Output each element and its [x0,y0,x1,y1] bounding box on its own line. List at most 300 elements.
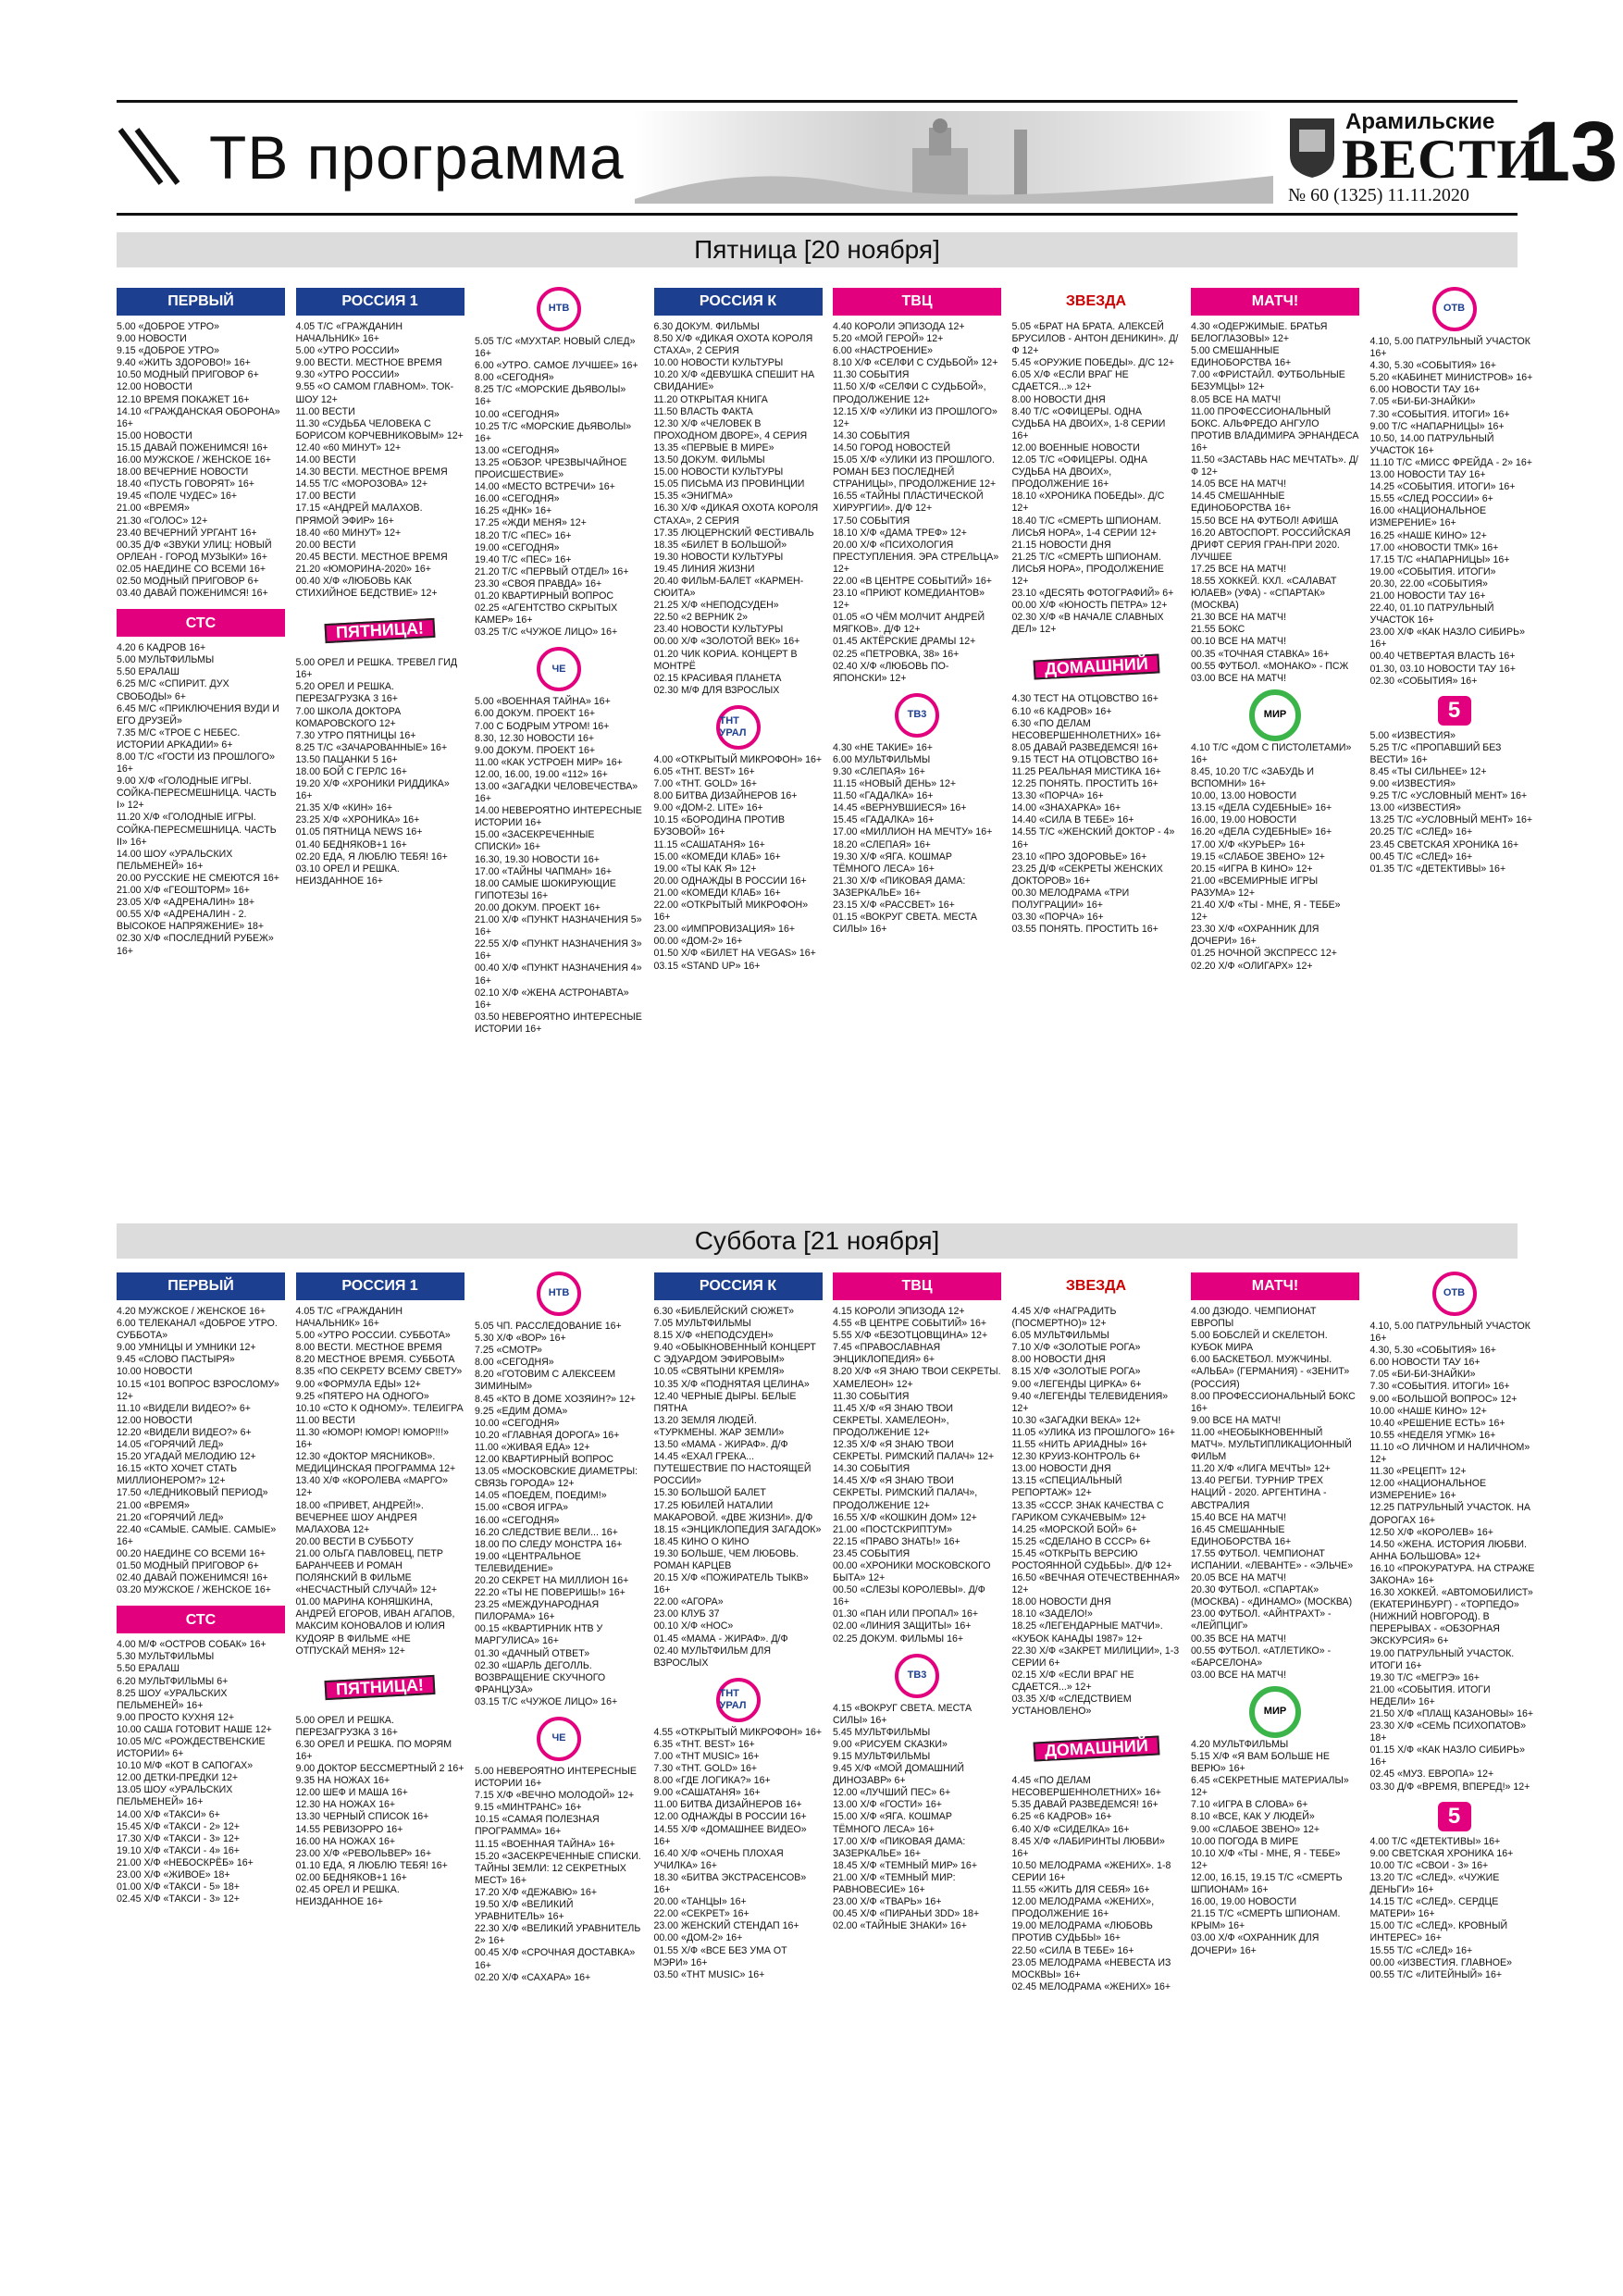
program-line: 13.20 ЗЕМЛЯ ЛЮДЕЙ. «ТУРКМЕНЫ. ЖАР ЗЕМЛИ» [653,1414,785,1438]
program-line: 23.45 СВЕТСКАЯ ХРОНИКА 16+ [1369,838,1519,850]
program-line: 02.45 «МУЗ. ЕВРОПА» 12+ [1369,1769,1494,1781]
program-line: 00.00 Х/Ф «ЗОЛОТОЙ ВЕК» 16+ [653,636,800,648]
program-line: 8.00 «СЕГОДНЯ» [475,1357,554,1369]
channel-column [833,288,1001,936]
channel-name: ЧЕ [537,1717,581,1761]
program-line: 8.10 «ВСЕ, КАК У ЛЮДЕЙ» [1191,1811,1315,1823]
program-line: 10.00 Т/С «СВОИ - 3» 16+ [1369,1859,1489,1871]
program-line: 13.50 ПАЦАНКИ 5 16+ [295,753,398,765]
program-line: 12.00 «НАЦИОНАЛЬНОЕ ИЗМЕРЕНИЕ» 16+ [1369,1478,1487,1502]
program-line: 02.30 «СОБЫТИЯ» 16+ [1369,675,1478,687]
program-line: 7.45 «ПРАВОСЛАВНАЯ ЭНЦИКЛОПЕДИЯ» 6+ [833,1342,941,1366]
program-line: 10.50 МЕЛОДРАМА «ЖЕНИХ». 1-8 СЕРИИ 16+ [1011,1859,1171,1883]
program-line: 7.30 «СОБЫТИЯ. ИТОГИ» 16+ [1369,408,1510,420]
program-line: 9.40 «ОБЫКНОВЕННЫЙ КОНЦЕРТ С ЭДУАРДОМ ЭФИРОВЫМ» [653,1342,816,1366]
program-line: 12.30 КРУИЗ-КОНТРОЛЬ 6+ [1011,1451,1141,1463]
program-line: 23.45 СОБЫТИЯ [833,1547,911,1559]
program-line: 14.00 НЕВЕРОЯТНО ИНТЕРЕСНЫЕ ИСТОРИИ 16+ [475,805,642,829]
program-line: 17.55 ФУТБОЛ. ЧЕМПИОНАТ ИСПАНИИ. «ЛЕВАНТЕ» - «ЭЛЬЧЕ» [1191,1547,1354,1571]
program-line: 20.00 ОДНАЖДЫ В РОССИИ 16+ [653,875,807,887]
program-line: 18.25 «ЛЕГЕНДАРНЫЕ МАТЧИ». «КУБОК КАНАДЫ 1987» 12+ [1011,1620,1163,1644]
program-line: 12.20 «ВИДЕЛИ ВИДЕО?» 6+ [117,1426,252,1438]
program-line: 03.15 Т/С «ЧУЖОЕ ЛИЦО» 16+ [475,1695,618,1707]
program-line: 5.00 «ДОБРОЕ УТРО» [117,321,220,332]
program-line: 11.00 ВЕСТИ [295,405,355,417]
channel-name: СТС [185,614,217,631]
channel-logo [654,288,823,316]
program-line: 19.10 Х/Ф «ТАКСИ - 4» 16+ [117,1844,240,1856]
program-line: 18.00 ВЕЧЕРНИЕ НОВОСТИ [117,466,249,478]
program-line: 18.10 «ЗАДЕЛО!» [1011,1608,1093,1620]
program-line: 21.40 Х/Ф «ТЫ - МНЕ, Я - ТЕБЕ» 12+ [1191,900,1341,924]
program-line: 23.30 Х/Ф «СЕМЬ ПСИХОПАТОВ» 18+ [1369,1720,1527,1744]
program-line: 15.20 УГАДАЙ МЕЛОДИЮ 12+ [117,1451,256,1463]
program-line: 02.50 МОДНЫЙ ПРИГОВОР 6+ [117,575,259,587]
program-line: 15.00 «КОМЕДИ КЛАБ» 16+ [653,850,781,863]
program-line: 02.40 МУЛЬТФИЛЬМ ДЛЯ ВЗРОСЛЫХ [653,1644,772,1669]
program-line: 9.55 «О САМОМ ГЛАВНОМ». ТОК-ШОУ 12+ [295,381,454,405]
program-line: 18.40 «ПУСТЬ ГОВОРЯТ» 16+ [117,478,254,490]
program-line: 03.15 «STAND UP» 16+ [653,960,761,972]
channel-logo [833,1655,1001,1697]
channel-name: МИР [1249,689,1301,741]
program-line: 14.50 «ЖЕНА. ИСТОРИЯ ЛЮБВИ. АННА БОЛЬШОВА» 12+ [1369,1538,1527,1562]
program-line: 22.55 Х/Ф «ПУНКТ НАЗНАЧЕНИЯ 3» 16+ [475,938,642,962]
program-line: 18.35 «БИЛЕТ В БОЛЬШОЙ» [653,539,787,551]
program-line: 12.00 НОВОСТИ [117,381,192,393]
program-line: 5.00 «УТРО РОССИИ. СУББОТА» [295,1330,451,1342]
program-line: 21.25 Т/С «СМЕРТЬ ШПИОНАМ. ЛИСЬЯ НОРА», ПРОДОЛЖЕНИЕ 12+ [1011,551,1164,587]
program-line: 12.25 ПАТРУЛЬНЫЙ УЧАСТОК. НА ДОРОГАХ 16+ [1369,1502,1530,1526]
program-line: 00.45 Т/С «СЛЕД» 16+ [1369,850,1473,863]
program-line: 16.20 «ДЕЛА СУДЕБНЫЕ» 16+ [1191,826,1332,838]
program-line: 9.00 ДОКУМ. ПРОЕКТ 16+ [475,744,596,756]
program-line: 11.20 Х/Ф «ГОЛОДНЫЕ ИГРЫ. СОЙКА-ПЕРЕСМЕШНИЦА. ЧАСТЬ II» 16+ [117,812,277,848]
program-line: 5.00 СМЕШАННЫЕ ЕДИНОБОРСТВА 16+ [1191,345,1292,369]
program-line: 6.40 Х/Ф «СИДЕЛКА» 16+ [1011,1823,1130,1835]
program-line: 21.00 НОВОСТИ ТАУ 16+ [1369,590,1486,602]
program-line: 14.25 «МОРСКОЙ БОЙ» 6+ [1011,1523,1137,1535]
program-line: 11.15 «НОВЫЙ ДЕНЬ» 12+ [833,778,957,790]
program-line: 12.00, 16.00, 19.00 «112» 16+ [475,768,608,780]
program-line: 00.45 Х/Ф «СРОЧНАЯ ДОСТАВКА» 16+ [475,1947,636,1971]
program-line: 9.00 НОВОСТИ [117,333,187,345]
program-line: 10.00 «НАШЕ КИНО» 12+ [1369,1405,1487,1417]
program-line: 12.00 ВОЕННЫЕ НОВОСТИ [1011,441,1140,453]
program-line: 9.30 «СЛЕПАЯ» 16+ [833,766,925,777]
program-line: 5.20 «МОЙ ГЕРОЙ» 12+ [833,333,944,345]
program-line: 15.00 «ЗАСЕКРЕЧЕННЫЕ СПИСКИ» 16+ [475,829,595,853]
program-line: 20.00 РУССКИЕ НЕ СМЕЮТСЯ 16+ [117,872,279,884]
program-line: 22.00 «ОТКРЫТЫЙ МИКРОФОН» 16+ [653,900,809,924]
program-line: 9.40 «ЖИТЬ ЗДОРОВО!» 16+ [117,357,251,369]
program-line: 20.20 СЕКРЕТ НА МИЛЛИОН 16+ [475,1574,629,1586]
program-line: 00.50 «СЛЕЗЫ КОРОЛЕВЫ». Д/Ф 16+ [833,1584,985,1608]
channel-logo [1191,1691,1359,1733]
program-line: 9.45 Х/Ф «МОЙ ДОМАШНИЙ ДИНОЗАВР» 6+ [833,1763,964,1787]
program-line: 23.00 КЛУБ 37 [653,1608,720,1620]
program-line: 4.00 Т/С «ДЕТЕКТИВЫ» 16+ [1369,1835,1501,1847]
program-line: 8.45 «ТЫ СИЛЬНЕЕ» 12+ [1369,766,1487,777]
coat-of-arms-icon [1288,115,1336,180]
program-line: 12.40 ЧЕРНЫЕ ДЫРЫ. БЕЛЫЕ ПЯТНА [653,1390,797,1414]
program-line: 17.50 СОБЫТИЯ [833,515,911,527]
channel-name: ТНТ УРАЛ [716,1678,761,1722]
program-line: 12.30 «ДОКТОР МЯСНИКОВ». МЕДИЦИНСКАЯ ПРОГРАММА 12+ [295,1451,456,1475]
program-line: 23.30 «СВОЯ ПРАВДА» 16+ [475,577,602,590]
channel-logo [654,1272,823,1300]
channel-name: 5 [1438,696,1471,726]
program-line: 7.35 М/С «ТРОЕ С НЕБЕС. ИСТОРИИ АРКАДИИ» 6+ [117,726,241,751]
program-line: 03.00 Х/Ф «ОХРАННИК ДЛЯ ДОЧЕРИ» 16+ [1191,1932,1319,1956]
program-line: 22.40, 01.10 ПАТРУЛЬНЫЙ УЧАСТОК 16+ [1369,602,1494,627]
program-line: 21.15 НОВОСТИ ДНЯ [1011,539,1111,551]
program-line: 11.55 «ЖИТЬ ДЛЯ СЕБЯ» 16+ [1011,1884,1150,1896]
program-line: 00.40 ЧЕТВЕРТАЯ ВЛАСТЬ 16+ [1369,651,1516,663]
program-line: 11.15 «ВОЕННАЯ ТАЙНА» 16+ [475,1838,615,1850]
program-line: 02.45 Х/Ф «ТАКСИ - 3» 12+ [117,1893,240,1905]
program-line: 7.05 «БИ-БИ-ЗНАЙКИ» [1369,1369,1476,1381]
program-line: 13.40 РЕГБИ. ТУРНИР ТРЕХ НАЦИЙ - 2020. АРГЕНТИНА - АВСТРАЛИЯ [1191,1475,1327,1511]
program-line: 8.20 «ГОТОВИМ С АЛЕКСЕЕМ ЗИМИНЫМ» [475,1369,616,1393]
program-line: 4.10, 5.00 ПАТРУЛЬНЫЙ УЧАСТОК 16+ [1369,336,1530,360]
program-line: 15.40 ВСЕ НА МАТЧ! [1191,1511,1287,1523]
program-line: 14.45 «ЕХАЛ ГРЕКА... ПУТЕШЕСТВИЕ ПО НАСТОЯЩЕЙ РОССИИ» [653,1451,812,1487]
program-line: 22.30 Х/Ф «ВЕЛИКИЙ УРАВНИТЕЛЬ 2» 16+ [475,1923,641,1947]
newspaper-logo [1284,104,1618,213]
channel-column [654,288,823,973]
channel-logo [475,288,643,330]
program-line: 13.05 «МОСКОВСКИЕ ДИАМЕТРЫ: СВЯЗЬ ГОРОДА» 12+ [475,1466,638,1490]
channel-name: ПЯТНИЦА! [325,1675,436,1700]
program-line: 13.30 «ПОРЧА» 16+ [1011,790,1104,802]
program-line: 12.50 Х/Ф «КОРОЛЕВ» 16+ [1369,1526,1493,1538]
program-line: 16.30, 19.30 НОВОСТИ 16+ [475,853,600,865]
program-line: 5.55 Х/Ф «БЕЗОТЦОВЩИНА» 12+ [833,1330,988,1342]
program-line: 16.50 «ВЕЧНАЯ ОТЕЧЕСТВЕННАЯ» 12+ [1011,1572,1181,1596]
program-line: 13.30 ЧЕРНЫЙ СПИСОК 16+ [295,1811,429,1823]
program-line: 10.00 «СЕГОДНЯ» [475,1417,560,1429]
program-line: 5.00 НЕВЕРОЯТНО ИНТЕРЕСНЫЕ ИСТОРИИ 16+ [475,1766,637,1790]
program-line: 19.00 «СОБЫТИЯ. ИТОГИ» [1369,565,1496,577]
program-line: 13.40 Х/Ф «КОРОЛЕВА «МАРГО» 12+ [295,1475,448,1499]
channel-name: МИР [1249,1686,1301,1738]
program-line: 11.10 «О ЛИЧНОМ И НАЛИЧНОМ» 12+ [1369,1441,1530,1466]
program-line: 18.00 ПО СЛЕДУ МОНСТРА 16+ [475,1538,623,1550]
program-line: 03.55 ПОНЯТЬ. ПРОСТИТЬ 16+ [1011,924,1158,936]
program-line: 12.30 Х/Ф «ЧЕЛОВЕК В ПРОХОДНОМ ДВОРЕ», 4 СЕРИЯ [653,417,808,441]
program-line: 20.30, 22.00 «СОБЫТИЯ» [1369,577,1488,590]
program-line: 02.25 «АГЕНТСТВО СКРЫТЫХ КАМЕР» 16+ [475,602,618,627]
program-line: 00.35 Д/Ф «ЗВУКИ УЛИЦ: НОВЫЙ ОРЛЕАН - ГОРОД МУЗЫКИ» 16+ [117,539,272,563]
program-line: 13.05 ШОУ «УРАЛЬСКИХ ПЕЛЬМЕНЕЙ» 16+ [117,1784,233,1808]
program-line: 16.00 МУЖСКОЕ / ЖЕНСКОЕ 16+ [117,454,271,466]
program-line: 9.35 НА НОЖАХ 16+ [295,1775,390,1787]
program-line: 16.00, 19.00 НОВОСТИ [1191,1896,1297,1908]
program-line: 01.10 ЕДА, Я ЛЮБЛЮ ТЕБЯ! 16+ [295,1859,448,1871]
program-line: 00.00 «ИЗВЕСТИЯ. ГЛАВНОЕ» [1369,1956,1512,1968]
program-line: 13.00 НОВОСТИ ДНЯ [1011,1463,1111,1475]
program-line: 21.20 «ГОРЯЧИЙ ЛЕД» [117,1511,224,1523]
program-line: 18.55 ХОККЕЙ. КХЛ. «САЛАВАТ ЮЛАЕВ» (УФА) - «СПАРТАК» (МОСКВА) [1191,575,1337,612]
program-line: 4.00 М/Ф «ОСТРОВ СОБАК» 16+ [117,1639,266,1651]
channel-name: ЗВЕЗДА [1065,1278,1127,1295]
program-line: 11.30 СОБЫТИЯ [833,369,910,381]
program-line: 19.45 «ПОЛЕ ЧУДЕС» 16+ [117,490,238,503]
program-line: 11.05 «УЛИКА ИЗ ПРОШЛОГО» 16+ [1011,1426,1175,1438]
program-line: 02.05 НАЕДИНЕ СО ВСЕМИ 16+ [117,563,266,575]
program-line: 9.00 «ФОРМУЛА ЕДЫ» 12+ [295,1378,421,1390]
program-line: 10.05 М/С «РОЖДЕСТВЕНСКИЕ ИСТОРИИ» 6+ [117,1736,266,1760]
program-line: 11.45 Х/Ф «Я ЗНАЮ ТВОИ СЕКРЕТЫ. ХАМЕЛЕОН», ПРОДОЛЖЕНИЕ 12+ [833,1402,953,1438]
program-line: 02.30 Х/Ф «В НАЧАЛЕ СЛАВНЫХ ДЕЛ» 12+ [1011,612,1164,636]
program-line: 15.45 Х/Ф «ТАКСИ - 2» 12+ [117,1820,240,1832]
program-line: 19.30 Х/Ф «ЯГА. КОШМАР ТЁМНОГО ЛЕСА» 16+ [833,850,952,875]
program-line: 7.00 «ТНТ MUSIC» 16+ [653,1751,760,1762]
program-line: 20.00 Х/Ф «ПСИХОЛОГИЯ ПРЕСТУПЛЕНИЯ. ЭРА СТРЕЛЬЦА» 12+ [833,539,999,575]
program-line: 4.20 МУЛЬТФИЛЬМЫ [1191,1738,1289,1750]
program-line: 16.10 «ПРОКУРАТУРА. НА СТРАЖЕ ЗАКОНА» 16+ [1369,1562,1535,1586]
program-line: 20.40 ФИЛЬМ-БАЛЕТ «КАРМЕН-СЮИТА» [653,575,804,600]
program-line: 16.00 «СЕГОДНЯ» [475,493,560,505]
program-line: 4.15 КОРОЛИ ЭПИЗОДА 12+ [833,1306,965,1317]
program-line: 23.10 «ПРО ЗДОРОВЬЕ» 16+ [1011,850,1147,863]
program-line: 22.20 «ТЫ НЕ ПОВЕРИШЬ!» 16+ [475,1587,626,1599]
program-line: 19.30 Т/С «МЕГРЭ» 16+ [1369,1671,1480,1683]
program-line: 14.30 ВЕСТИ. МЕСТНОЕ ВРЕМЯ [295,466,448,478]
program-line: 02.20 ЕДА, Я ЛЮБЛЮ ТЕБЯ! 16+ [295,850,448,863]
channel-logo [1191,288,1359,316]
program-line: 17.00 «НОВОСТИ ТМК» 16+ [1369,541,1499,553]
program-line: 6.00 БАСКЕТБОЛ. МУЖЧИНЫ. «АЛЬБА» (ГЕРМАНИЯ) - «ЗЕНИТ» (РОССИЯ) [1191,1354,1350,1390]
program-line: 9.15 «ДОБРОЕ УТРО» [117,345,220,357]
program-line: 9.00 ПРОСТО КУХНЯ 12+ [117,1711,235,1723]
program-line: 14.55 Т/С «МОРОЗОВА» 12+ [295,478,428,490]
program-line: 4.45 Х/Ф «НАГРАДИТЬ (ПОСМЕРТНО)» 12+ [1011,1306,1117,1330]
program-line: 12.00 НОВОСТИ [117,1414,192,1426]
program-line: 01.15 Х/Ф «КАК НАЗЛО СИБИРЬ» 16+ [1369,1744,1525,1769]
program-line: 6.30 ОРЕЛ И РЕШКА. ПО МОРЯМ 16+ [295,1738,452,1762]
program-line: 11.55 «НИТЬ АРИАДНЫ» 16+ [1011,1439,1147,1451]
program-line: 10.50, 14.00 ПАТРУЛЬНЫЙ УЧАСТОК 16+ [1369,432,1494,456]
program-line: 11.00 «ЖИВАЯ ЕДА» 12+ [475,1441,590,1453]
program-line: 17.50 «ЛЕДНИКОВЫЙ ПЕРИОД» [117,1487,268,1499]
program-line: 16.45 СМЕШАННЫЕ ЕДИНОБОРСТВА 16+ [1191,1523,1292,1547]
program-line: 9.00 ВСЕ НА МАТЧ! [1191,1414,1282,1426]
program-line: 18.10 «ХРОНИКА ПОБЕДЫ». Д/С 12+ [1011,490,1165,515]
program-line: 8.00 «СЕГОДНЯ» [475,372,554,384]
program-line: 13.15 «ДЕЛА СУДЕБНЫЕ» 16+ [1191,802,1332,814]
program-line: 4.05 Т/С «ГРАЖДАНИН НАЧАЛЬНИК» 16+ [295,1306,403,1330]
program-line: 21.15 Т/С «СМЕРТЬ ШПИОНАМ. КРЫМ» 16+ [1191,1908,1341,1932]
program-line: 7.10 «ИГРА В СЛОВА» 6+ [1191,1799,1308,1811]
program-line: 18.40 «60 МИНУТ» 12+ [295,527,402,539]
channel-column [654,1272,823,1981]
program-line: 16.20 СЛЕДСТВИЕ ВЕЛИ... 16+ [475,1526,618,1538]
program-line: 5.20 «КАБИНЕТ МИНИСТРОВ» 16+ [1369,372,1533,384]
program-line: 10.50 МОДНЫЙ ПРИГОВОР 6+ [117,369,259,381]
program-line: 10.35 Х/Ф «ПОДНЯТАЯ ЦЕЛИНА» [653,1378,810,1390]
program-line: 11.00 «КАК УСТРОЕН МИР» 16+ [475,756,623,768]
program-line: 21.00 Х/Ф «ПУНКТ НАЗНАЧЕНИЯ 5» 16+ [475,914,642,938]
program-line: 14.45 «ВЕРНУВШИЕСЯ» 16+ [833,802,967,814]
program-line: 14.05 «ГОРЯЧИЙ ЛЕД» [117,1439,224,1451]
program-line: 14.00 ШОУ «УРАЛЬСКИХ ПЕЛЬМЕНЕЙ» 16+ [117,848,233,872]
program-line: 18.20 «СЛЕПАЯ» 16+ [833,838,931,850]
channel-name: НТВ [537,1272,581,1316]
channel-logo [296,1667,465,1709]
program-line: 9.00 «ЛЕГЕНДЫ ЦИРКА» 6+ [1011,1378,1142,1390]
program-line: 02.25 «ПЕТРОВКА, 38» 16+ [833,648,960,660]
program-line: 10.20 «ГЛАВНАЯ ДОРОГА» 16+ [475,1429,620,1441]
program-line: 9.40 «ЛЕГЕНДЫ ТЕЛЕВИДЕНИЯ» 12+ [1011,1390,1169,1414]
program-line: 8.20 МЕСТНОЕ ВРЕМЯ. СУББОТА [295,1354,455,1366]
brand-name: ВЕСТИ [1342,129,1542,190]
program-line: 7.30 «ТНТ. GOLD» 16+ [653,1763,758,1775]
program-line: 5.00 ОРЕЛ И РЕШКА. ТРЕВЕЛ ГИД 16+ [295,657,458,681]
program-line: 00.20 НАЕДИНЕ СО ВСЕМИ 16+ [117,1547,266,1559]
channel-column [475,288,643,1036]
program-line: 15.00 НОВОСТИ [117,429,192,441]
program-line: 12.10 ВРЕМЯ ПОКАЖЕТ 16+ [117,393,250,405]
program-line: 16.00 «НАЦИОНАЛЬНОЕ ИЗМЕРЕНИЕ» 16+ [1369,505,1487,529]
program-line: 14.00 Х/Ф «ТАКСИ» 6+ [117,1808,220,1820]
program-line: 17.15 Т/С «НАПАРНИЦЫ» 16+ [1369,553,1510,565]
channel-logo [117,609,285,637]
program-line: 12.00 ДЕТКИ-ПРЕДКИ 12+ [117,1772,239,1784]
program-line: 12.40 «60 МИНУТ» 12+ [295,441,402,453]
program-line: 14.45 Х/Ф «Я ЗНАЮ ТВОИ СЕКРЕТЫ. РИМСКИЙ ПАЛАЧ», ПРОДОЛЖЕНИЕ 12+ [833,1475,978,1511]
program-line: 18.00 САМЫЕ ШОКИРУЮЩИЕ ГИПОТЕЗЫ 16+ [475,877,616,901]
program-line: 13.25 «ОБЗОР. ЧРЕЗВЫЧАЙНОЕ ПРОИСШЕСТВИЕ» [475,456,627,481]
program-line: 02.00 «ЛИНИЯ ЗАЩИТЫ» 16+ [833,1620,972,1632]
program-line: 22.30 Х/Ф «ЗАКРЕТ МИЛИЦИИ», 1-3 СЕРИИ 6+ [1011,1644,1180,1669]
program-line: 17.25 ЮБИЛЕЙ НАТАЛИИ МАКАРОВОЙ. «ДВЕ ЖИЗНИ». Д/Ф [653,1499,813,1523]
program-line: 01.15 «ВОКРУГ СВЕТА. МЕСТА СИЛЫ» 16+ [833,912,977,936]
program-line: 21.00 «ВРЕМЯ» [117,1499,190,1511]
program-line: 11.15 «САШАТАНЯ» 16+ [653,838,765,850]
program-line: 14.40 «СИЛА В ТЕБЕ» 16+ [1011,814,1134,826]
program-line: 11.50 «ГАДАЛКА» 16+ [833,790,934,802]
program-line: 02.25 ДОКУМ. ФИЛЬМЫ 16+ [833,1632,964,1644]
program-line: 8.05 ДАВАЙ РАЗВЕДЕМСЯ! 16+ [1011,741,1158,753]
program-line: 9.25 «ЕДИМ ДОМА» [475,1405,568,1417]
program-line: 11.20 ОТКРЫТАЯ КНИГА [653,393,768,405]
program-line: 21.20 Т/С «ПЕРВЫЙ ОТДЕЛ» 16+ [475,565,629,577]
channel-name: МАТЧ! [1251,293,1299,310]
channel-name: МАТЧ! [1251,1278,1299,1295]
program-line: 21.00 Х/Ф «ГЕОШТОРМ» 16+ [117,885,250,897]
channel-name: 5 [1438,1802,1471,1831]
program-line: 6.45 М/С «ПРИКЛЮЧЕНИЯ ВУДИ И ЕГО ДРУЗЕЙ» [117,702,279,726]
program-line: 10.00 НОВОСТИ [117,1366,192,1378]
program-line: 21.55 БОКС [1191,624,1245,636]
program-line: 15.45 «ГАДАЛКА» 16+ [833,814,935,826]
program-line: 19.50 Х/Ф «ВЕЛИКИЙ УРАВНИТЕЛЬ» 16+ [475,1899,574,1923]
program-line: 10.00 ПОГОДА В МИРЕ [1191,1835,1299,1847]
program-line: 21.00 Х/Ф «НЕБОСКРЁБ» 16+ [117,1856,254,1868]
channel-logo [475,1272,643,1315]
program-line: 4.15 «ВОКРУГ СВЕТА. МЕСТА СИЛЫ» 16+ [833,1702,973,1726]
program-line: 23.25 Х/Ф «ХРОНИКА» 16+ [295,814,420,826]
program-line: 14.55 Т/С «ЖЕНСКИЙ ДОКТОР - 4» 16+ [1011,826,1175,850]
channel-logo [296,1272,465,1300]
program-line: 14.45 СМЕШАННЫЕ ЕДИНОБОРСТВА 16+ [1191,490,1292,515]
program-line: 6.00 «НАСТРОЕНИЕ» [833,345,934,357]
program-line: 13.50 «МАМА - ЖИРАФ». Д/Ф [653,1439,788,1451]
program-line: 19.45 ЛИНИЯ ЖИЗНИ [653,563,755,575]
program-line: 6.00 «УТРО. САМОЕ ЛУЧШЕЕ» 16+ [475,360,638,372]
program-line: 4.30, 5.30 «СОБЫТИЯ» 16+ [1369,1345,1496,1357]
channel-column [833,1272,1001,1932]
program-line: 9.00 «ИЗВЕСТИЯ» [1369,778,1456,790]
program-line: 17.00 Х/Ф «КУРЬЕР» 16+ [1191,838,1306,850]
program-line: 14.50 ГОРОД НОВОСТЕЙ [833,441,951,453]
program-line: 20.45 ВЕСТИ. МЕСТНОЕ ВРЕМЯ [295,551,448,563]
program-line: 19.30 БОЛЬШЕ, ЧЕМ ЛЮБОВЬ. РОМАН КАРЦЕВ [653,1547,799,1571]
channel-logo [1370,697,1539,725]
program-line: 23.00 ФУТБОЛ. «АЙНТРАХТ» - «ЛЕЙПЦИГ» [1191,1608,1332,1632]
program-line: 7.05 «БИ-БИ-ЗНАЙКИ» [1369,396,1476,408]
program-line: 10.00 НОВОСТИ КУЛЬТУРЫ [653,357,784,369]
program-line: 02.30 Х/Ф «ПОСЛЕДНИЙ РУБЕЖ» 16+ [117,933,274,957]
program-line: 10.10 М/Ф «КОТ В САПОГАХ» [117,1760,254,1772]
program-line: 01.50 МОДНЫЙ ПРИГОВОР 6+ [117,1559,259,1571]
program-line: 16.20 АВТОСПОРТ. РОССИЙСКАЯ ДРИФТ СЕРИЯ ГРАН-ПРИ 2020. ЛУЧШЕЕ [1191,527,1351,563]
program-line: 4.20 6 КАДРОВ 16+ [117,642,206,654]
program-line: 18.40 Т/С «СМЕРТЬ ШПИОНАМ. ЛИСЬЯ НОРА», 1-4 СЕРИИ 12+ [1011,515,1161,539]
program-line: 15.30 БОЛЬШОЙ БАЛЕТ [653,1487,766,1499]
channel-name: ПЕРВЫЙ [167,1278,234,1295]
channel-logo [833,694,1001,737]
program-line: 5.45 МУЛЬТФИЛЬМЫ [833,1726,931,1738]
program-line: 6.45 «СЕКРЕТНЫЕ МАТЕРИАЛЫ» 12+ [1191,1775,1349,1799]
program-line: 02.00 «ТАЙНЫЕ ЗНАКИ» 16+ [833,1920,967,1932]
program-line: 23.00 Х/Ф «ТВАРЬ» 16+ [833,1896,942,1908]
channel-name: ОТВ [1432,287,1477,331]
program-line: 00.55 Х/Ф «АДРЕНАЛИН - 2. ВЫСОКОЕ НАПРЯЖЕНИЕ» 18+ [117,909,265,933]
program-line: 16.25 «ДНК» 16+ [475,505,552,517]
program-line: 14.25 «СОБЫТИЯ. ИТОГИ» 16+ [1369,481,1516,493]
program-line: 16.55 Х/Ф «КОШКИН ДОМ» 12+ [833,1511,977,1523]
program-line: 00.40 Х/Ф «ЛЮБОВЬ КАК СТИХИЙНОЕ БЕДСТВИЕ» 12+ [295,575,438,600]
program-line: 19.00 МЕЛОДРАМА «ЛЮБОВЬ ПРОТИВ СУДЬБЫ» 16+ [1011,1920,1153,1944]
program-line: 14.55 РЕВИЗОРРО 16+ [295,1823,403,1835]
program-line: 13.00 НОВОСТИ ТАУ 16+ [1369,469,1486,481]
program-line: 17.15 «АНДРЕЙ МАЛАХОВ. ПРЯМОЙ ЭФИР» 16+ [295,503,423,527]
program-line: 18.45 КИНО О КИНО [653,1535,750,1547]
program-line: 20.15 Х/Ф «ПОЖИРАТЕЛЬ ТЫКВ» 16+ [653,1572,809,1596]
program-line: 17.20 Х/Ф «ДЕЖАВЮ» 16+ [475,1886,598,1898]
program-line: 16.40 Х/Ф «ОЧЕНЬ ПЛОХАЯ УЧИЛКА» 16+ [653,1847,784,1871]
program-line: 16.00 НА НОЖАХ 16+ [295,1835,396,1847]
program-line: 8.45 Х/Ф «ЛАБИРИНТЫ ЛЮБВИ» 16+ [1011,1835,1165,1859]
program-line: 11.00 «НЕОБЫКНОВЕННЫЙ МАТЧ». МУЛЬТИПЛИКАЦИОННЫЙ ФИЛЬМ [1191,1426,1352,1463]
channel-logo [1012,288,1181,316]
channel-logo [1012,645,1181,688]
program-line: 23.00 ЖЕНСКИЙ СТЕНДАП 16+ [653,1920,799,1932]
program-line: 9.00 Х/Ф «ГОЛОДНЫЕ ИГРЫ. СОЙКА-ПЕРЕСМЕШНИЦА. ЧАСТЬ I» 12+ [117,776,277,812]
program-line: 13.00 Х/Ф «ГОСТИ» 16+ [833,1799,942,1811]
program-line: 14.00 ВЕСТИ [295,454,356,466]
program-line: 7.25 «СМОТР» [475,1345,542,1357]
program-line: 03.50 «ТНТ MUSIC» 16+ [653,1968,765,1980]
program-line: 21.25 Х/Ф «НЕПОДСУДЕН» [653,600,779,612]
program-line: 4.00 ДЗЮДО. ЧЕМПИОНАТ ЕВРОПЫ [1191,1306,1317,1330]
program-line: 10.15 «101 ВОПРОС ВЗРОСЛОМУ» 12+ [117,1378,279,1402]
channel-name: ДОМАШНИЙ [1033,653,1159,679]
program-line: 10.00 САША ГОТОВИТ НАШЕ 12+ [117,1723,272,1735]
